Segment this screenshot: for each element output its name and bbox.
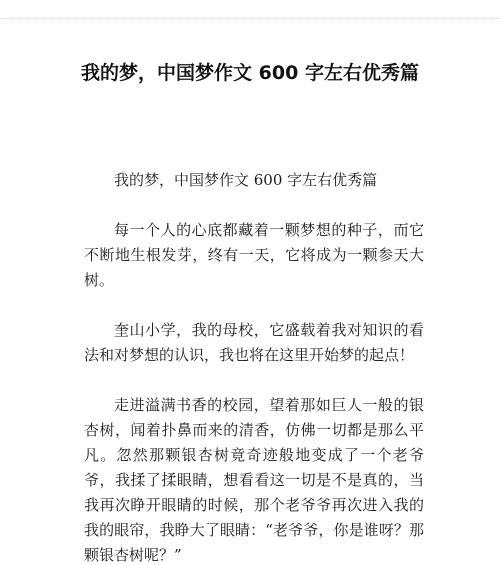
paragraph-subtitle: 我的梦，中国梦作文 600 字左右优秀篇 — [114, 171, 378, 189]
paragraph-3: 走进溢满书香的校园，望着那如巨人一般的银杏树，闻着扑鼻而来的清香，仿佛一切都是那么平凡。忽然那颗银杏树竟奇迹般地变成了一个老爷爷，我揉了揉眼睛，想看看这一切是不是真的，当我再次睁开眼睛的时候，那个老爷爷再次进入我的我的眼帘，我睁大了眼睛：“老爷爷，你是谁呀？那颗银杏树呢？” — [84, 396, 424, 564]
document-body — [84, 168, 424, 565]
paragraph-2: 奎山小学，我的母校，它盛载着我对知识的看法和对梦想的认识，我也将在这里开始梦的起点！ — [84, 321, 424, 364]
paragraph-1: 每一个人的心底都藏着一颗梦想的种子，而它不断地生根发芽，终有一天，它将成为一颗参天大树。 — [84, 221, 424, 289]
document-title: 我的梦，中国梦作文 600 字左右优秀篇 — [81, 62, 419, 84]
page-top-divider — [0, 0, 500, 19]
